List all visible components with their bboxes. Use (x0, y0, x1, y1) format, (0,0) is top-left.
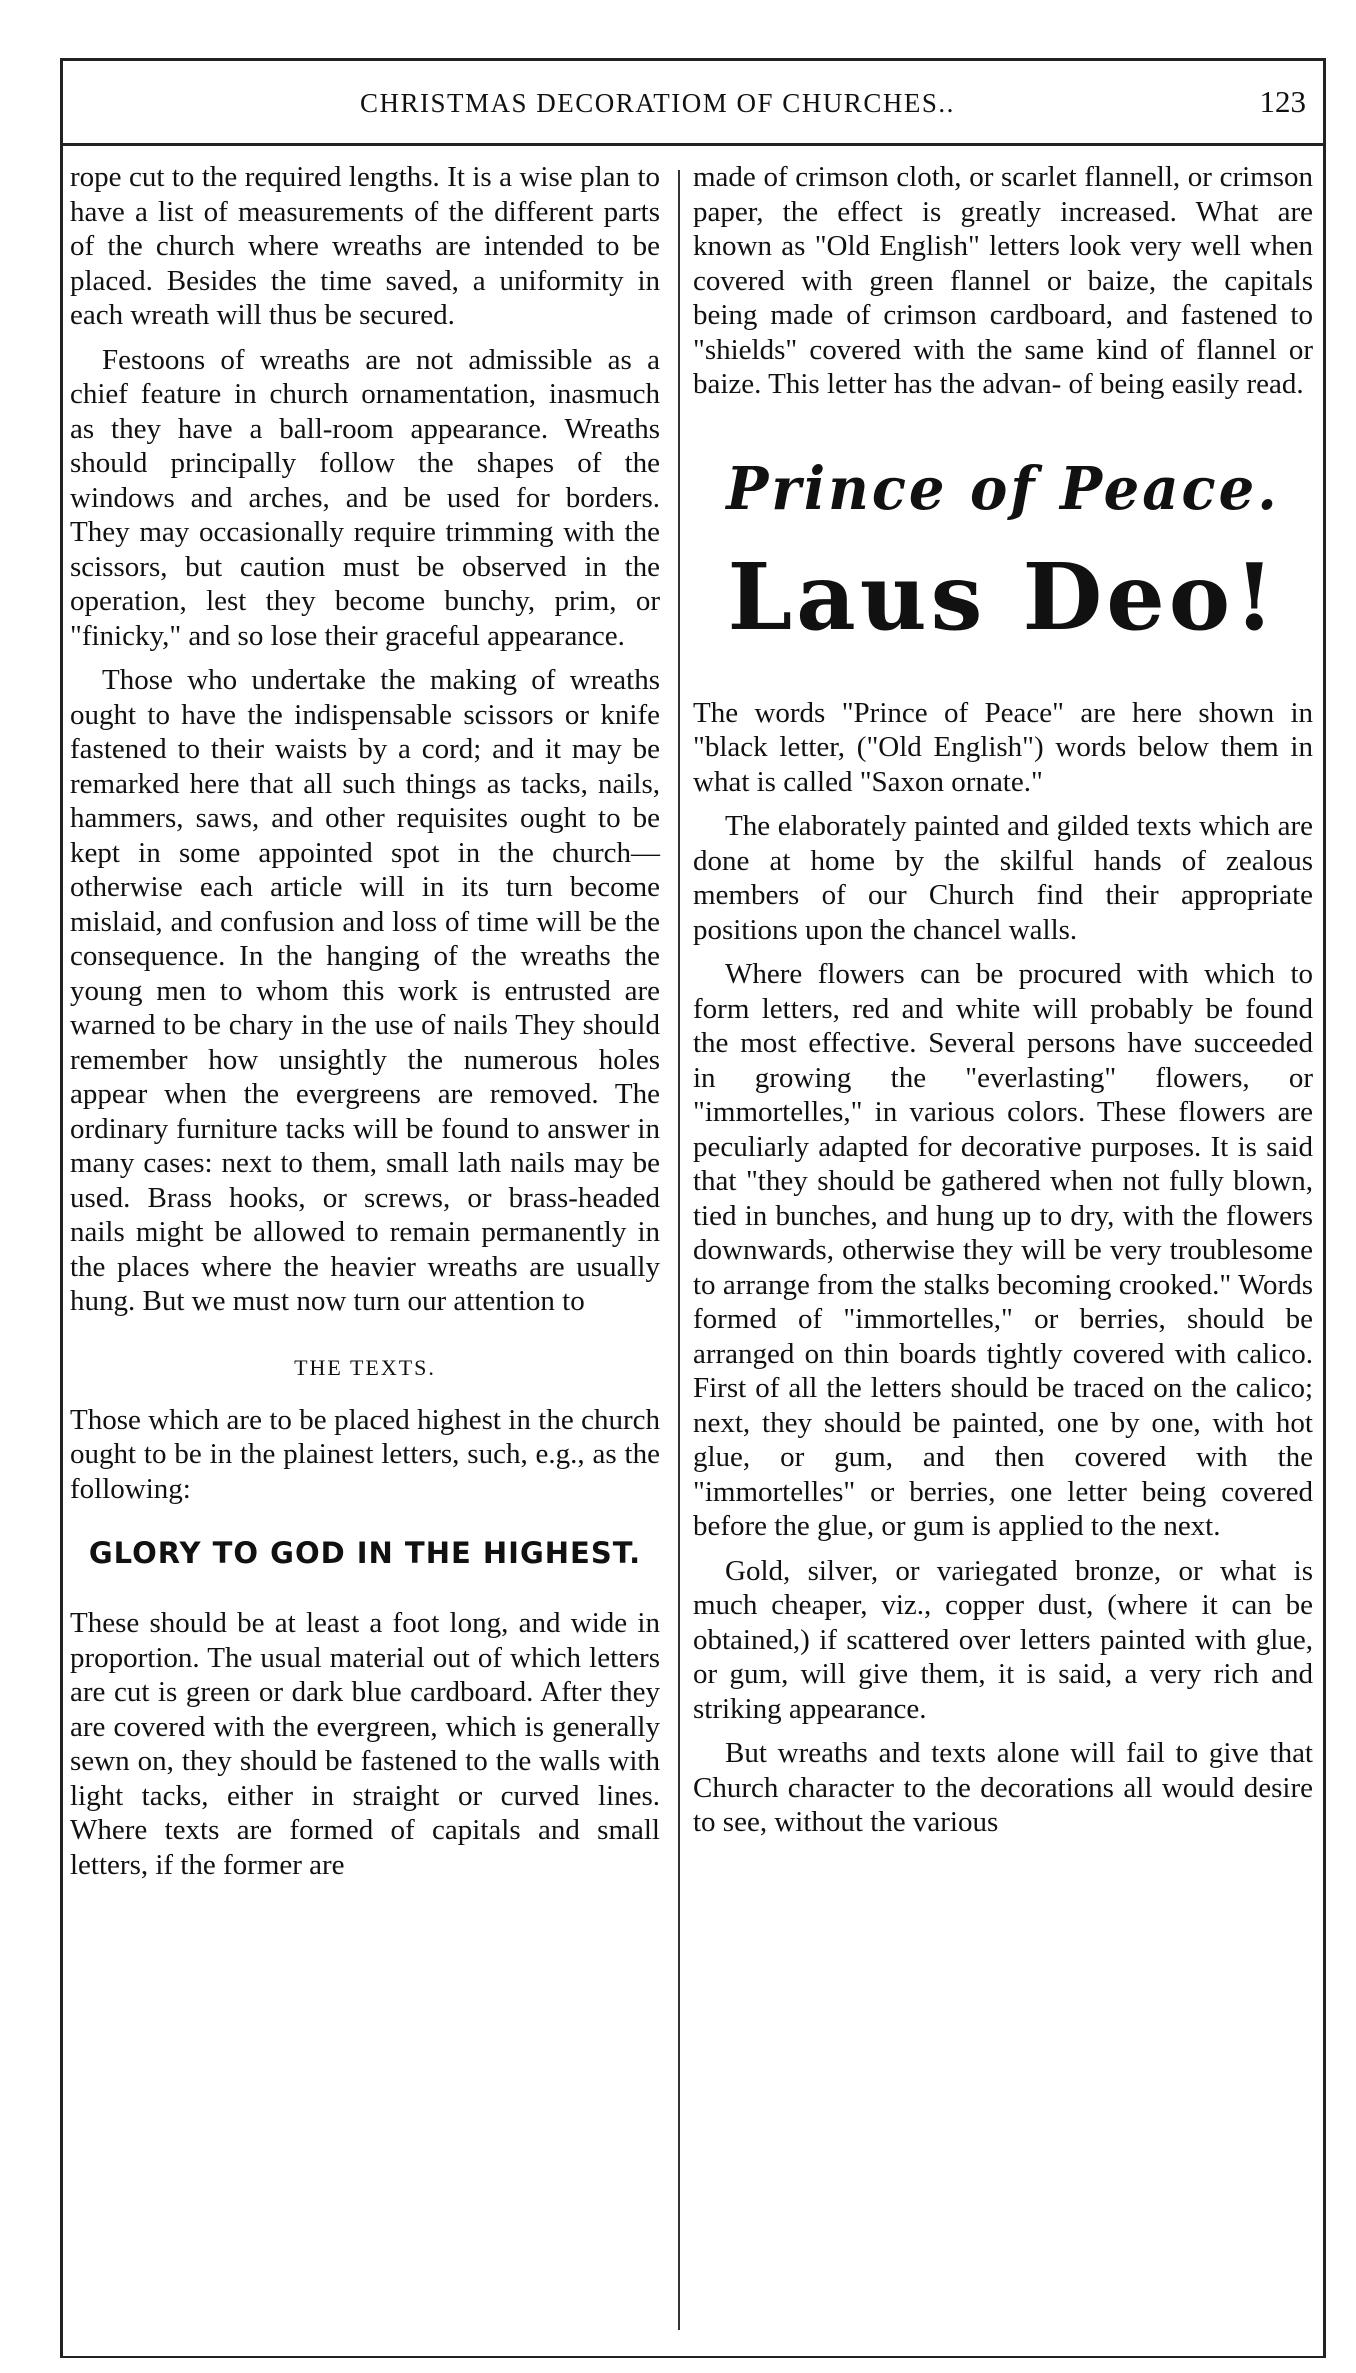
blackletter-sample: Prince of Peace. (726, 453, 1280, 524)
paragraph: made of crimson cloth, or scarlet flannell, or crimson paper, the effect is greatly increased. What are known as "Old English" letters look very well when covered with green flannel or baize, the capitals being made of crimson cardboard, and fastened to "shields" covered with the same kind of flannel or baize. This letter has the advan- of being easily read. (693, 161, 1313, 400)
left-column (70, 160, 660, 1892)
right-column (693, 160, 1313, 1850)
page-number: 123 (1259, 84, 1306, 119)
paragraph: Gold, silver, or variegated bronze, or what is much cheaper, viz., copper dust, (where it can be obtained,) if scattered over letters painted with glue, or gum, will give them, it is said, a very rich and striking appearance. (693, 1554, 1313, 1725)
saxon-ornate-sample: Laus Deo! (727, 542, 1279, 651)
sample-text-heading: GLORY TO GOD IN THE HIGHEST. (88, 1536, 642, 1570)
paragraph: The words "Prince of Peace" are here shown in "black letter, ("Old English") words below them in what is called "Saxon ornate." (693, 696, 1313, 798)
paragraph: Those who undertake the making of wreaths ought to have the indispensable scissors or knife fastened to their waists by a cord; and it may be remarked here that all such things as tacks, nails, hammers, saws, and other requisites ought to be kept in some appointed spot in the church—otherwise each article will in its turn become mislaid, and confusion and loss of time will be the consequence. In the hanging of the wreaths the young men to whom this work is entrusted are warned to be chary in the use of nails They should remember how unsightly the numerous holes appear when the evergreens are removed. The ordinary furniture tacks will be found to answer in many cases: next to them, small lath nails may be used. Brass hooks, or screws, or brass-headed nails might be allowed to remain permanently in the places where the heavier wreaths are usually hung. But we must now turn our attention to (70, 664, 660, 1317)
page-header (60, 58, 1326, 146)
section-heading: THE TEXTS. (294, 1354, 436, 1380)
paragraph: But wreaths and texts alone will fail to give that Church character to the decorations all would desire to see, without the various (693, 1737, 1313, 1838)
paragraph: Where flowers can be procured with which to form letters, red and white will probably be found the most effective. Several persons have succeeded in growing the "everlasting" flowers, or "immortelles," in various colors. These flowers are peculiarly adapted for decorative purposes. It is said that "they should be gathered when not fully blown, tied in bunches, and hung up to dry, with the flowers downwards, otherwise they will be very troublesome to arrange from the stalks becoming crooked." Words formed of "immortelles," or berries, should be arranged on thin boards tightly covered with calico. First of all the letters should be traced on the calico; next, they should be painted, one by one, with hot glue, or gum, and then covered with the "immortelles" or berries, one letter being covered before the glue, or gum is applied to the next. (693, 958, 1313, 1542)
paragraph: These should be at least a foot long, and wide in proportion. The usual material out of which letters are cut is green or dark blue cardboard. After they are covered with the evergreen, which is generally sewn on, they should be fastened to the walls with light tacks, either in straight or curved lines. Where texts are formed of capitals and small letters, if the former are (70, 1607, 660, 1881)
paragraph: The elaborately painted and gilded texts which are done at home by the skilful hands of zealous members of our Church find their appropriate positions upon the chancel walls. (693, 810, 1313, 946)
paragraph: Those which are to be placed highest in the church ought to be in the plainest letters, such, e.g., as the following: (70, 1403, 660, 1505)
paragraph: rope cut to the required lengths. It is a wise plan to have a list of measurements of the different parts of the church where wreaths are intended to be placed. Besides the time saved, a uniformity in each wreath will thus be secured. (70, 161, 660, 331)
paragraph: Festoons of wreaths are not admissible as a chief feature in church ornamentation, inasmuch as they have a ball-room appearance. Wreaths should principally follow the shapes of the windows and arches, and be used for borders. They may occasionally require trimming with the scissors, but caution must be observed in the operation, lest they become bunchy, prim, or "finicky," and so lose their graceful appearance. (70, 343, 660, 652)
running-title: CHRISTMAS DECORATIOM OF CHURCHES.. (360, 88, 955, 118)
column-divider (678, 170, 680, 2330)
